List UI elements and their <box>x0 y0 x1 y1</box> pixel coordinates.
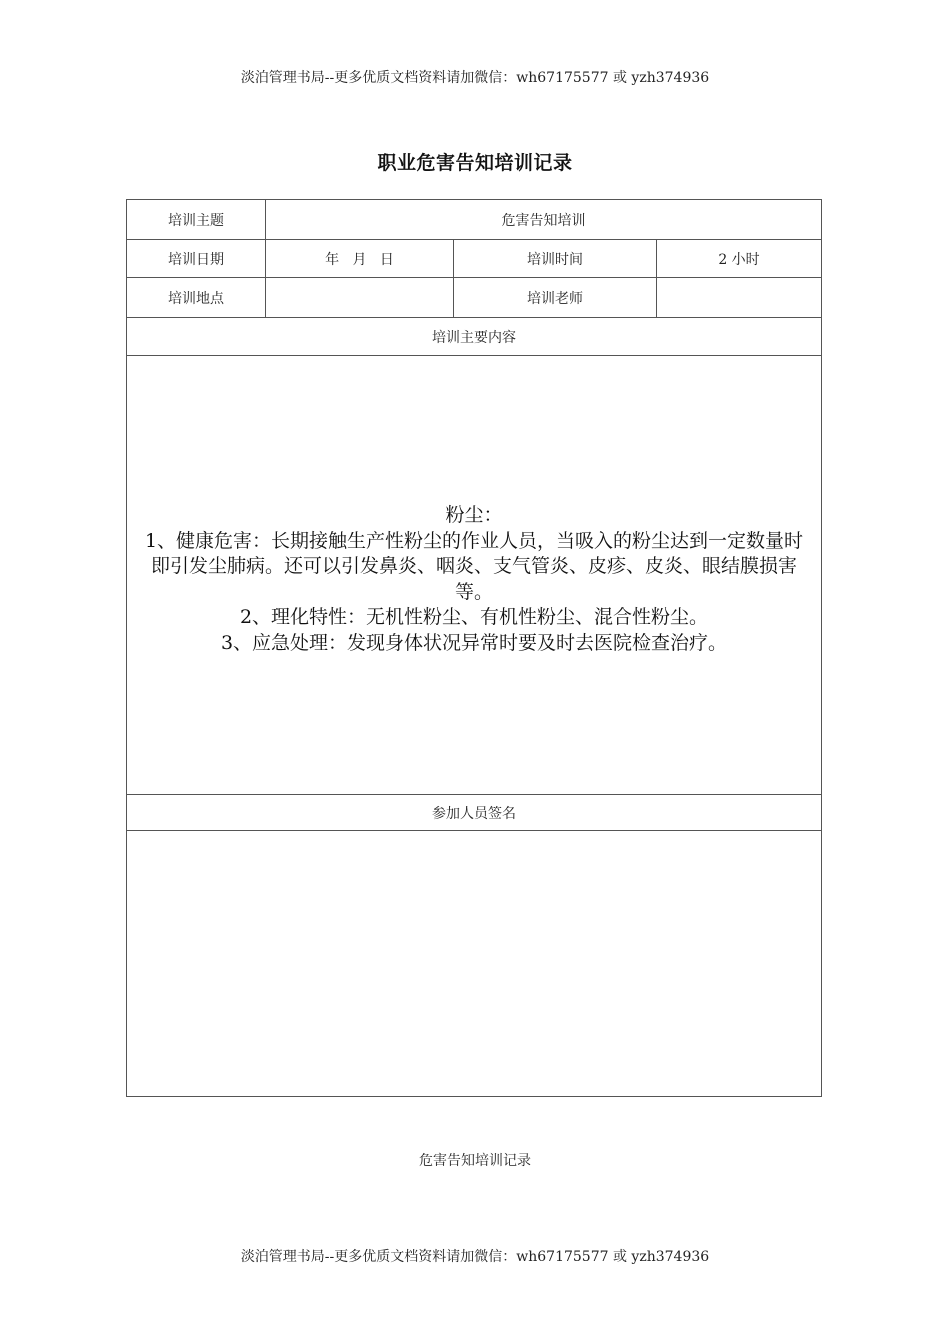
row-topic <box>127 200 822 240</box>
teacher-label: 培训老师 <box>454 278 657 318</box>
content-line: 3、应急处理：发现身体状况异常时要及时去医院检查治疗。 <box>220 631 728 654</box>
document-title: 职业危害告知培训记录 <box>377 152 573 174</box>
time-label: 培训时间 <box>454 240 657 278</box>
training-record-table <box>126 199 822 1097</box>
time-value[interactable]: 2 小时 <box>657 240 822 278</box>
content-line: 粉尘： <box>445 504 503 526</box>
row-signature-header <box>127 795 822 831</box>
row-signature-body <box>127 831 822 1097</box>
content-text <box>127 356 821 656</box>
content-cell[interactable] <box>127 356 822 795</box>
page-header-watermark: 淡泊管理书局--更多优质文档资料请加微信：wh67175577 或 yzh374936 <box>240 70 710 86</box>
document-caption: 危害告知培训记录 <box>419 1153 531 1169</box>
content-line: 2、理化特性：无机性粉尘、有机性粉尘、混合性粉尘。 <box>239 606 709 628</box>
date-value-text: 年 月 日 <box>325 251 394 268</box>
row-location-teacher <box>127 278 822 318</box>
row-content-body <box>127 356 822 795</box>
date-value[interactable] <box>266 240 454 278</box>
topic-label: 培训主题 <box>127 200 266 240</box>
content-line: 1、健康危害：长期接触生产性粉尘的作业人员，当吸入的粉尘达到一定数量时即引发尘肺病。还可以引发鼻炎、咽炎、支气管炎、皮疹、皮炎、眼结膜损害等。 <box>144 529 804 603</box>
signature-header: 参加人员签名 <box>127 795 822 831</box>
date-label: 培训日期 <box>127 240 266 278</box>
signature-area[interactable] <box>127 831 822 1097</box>
content-header: 培训主要内容 <box>127 318 822 356</box>
teacher-value[interactable] <box>657 278 822 318</box>
location-value[interactable] <box>266 278 454 318</box>
page-footer-watermark: 淡泊管理书局--更多优质文档资料请加微信：wh67175577 或 yzh374936 <box>240 1249 710 1265</box>
row-content-header <box>127 318 822 356</box>
topic-value[interactable]: 危害告知培训 <box>266 200 822 240</box>
location-label: 培训地点 <box>127 278 266 318</box>
row-date-time <box>127 240 822 278</box>
